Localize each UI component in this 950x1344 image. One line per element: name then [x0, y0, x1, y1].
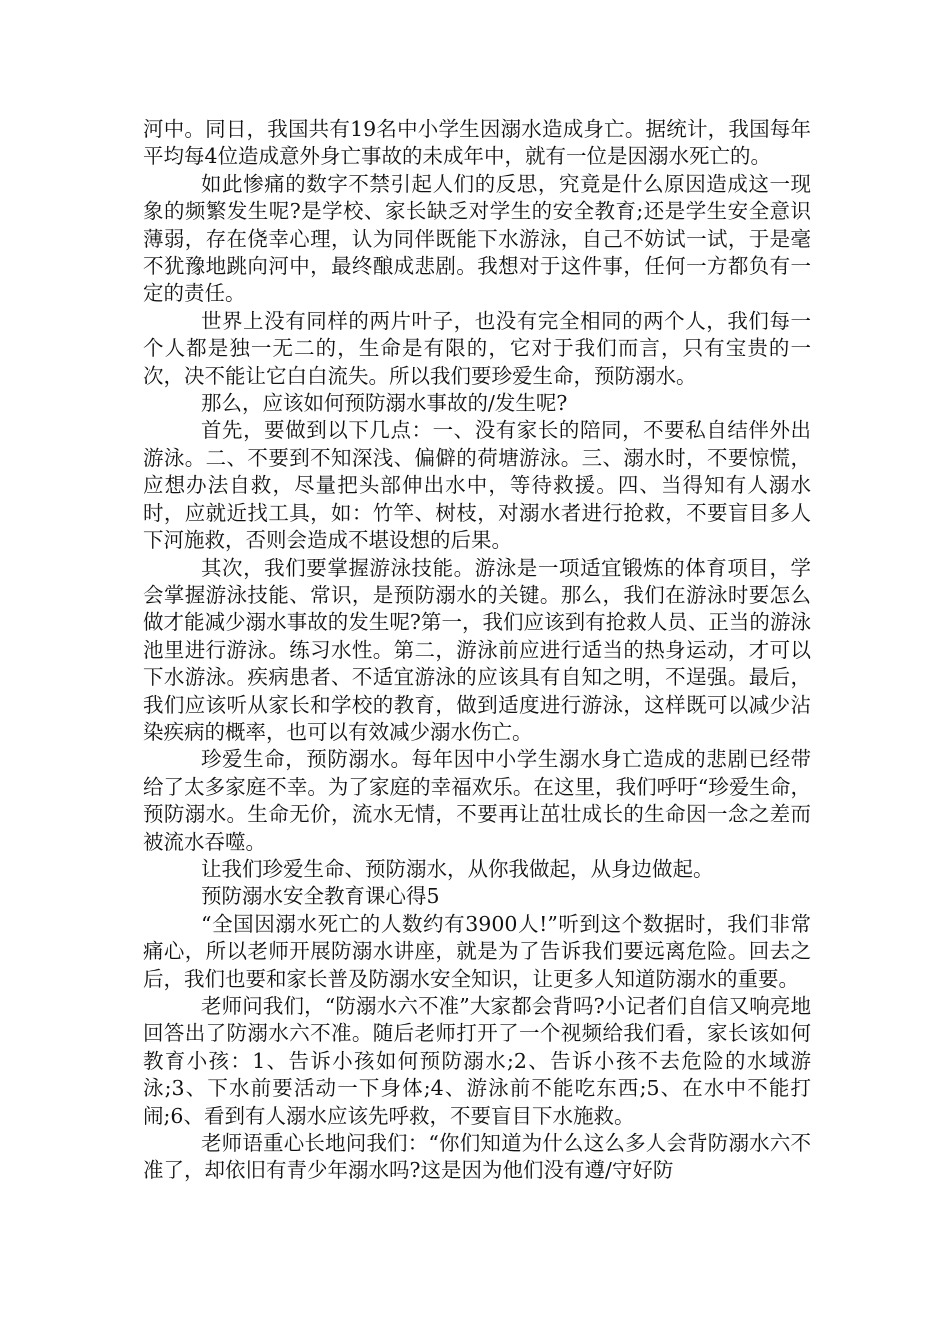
paragraph-5: 首先，要做到以下几点：一、没有家长的陪同，不要私自结伴外出游泳。二、不要到不知深浅、偏僻的荷塘游泳。三、溺水时，不要惊慌，应想办法自救，尽量把头部伸出水中，等待救援。四、当得知有人溺水时，应就近找工具，如：竹竿、树枝，对溺水者进行抢救，不要盲目多人下河施救，否则会造成不堪设想的后果。	[143, 418, 811, 553]
paragraph-1: 河中。同日，我国共有19名中小学生因溺水造成身亡。据统计，我国每年平均每4位造成意外身亡事故的未成年中，就有一位是因溺水死亡的。	[143, 117, 811, 169]
document-body	[143, 116, 811, 1185]
paragraph-8: 让我们珍爱生命、预防溺水，从你我做起，从身边做起。	[201, 856, 714, 881]
paragraph-9: “全国因溺水死亡的人数约有3900人!”听到这个数据时，我们非常痛心，所以老师开展防溺水讲座，就是为了告诉我们要远离危险。回去之后，我们也要和家长普及防溺水安全知识，让更多人知道防溺水的重要。	[143, 911, 811, 991]
paragraph-2: 如此惨痛的数字不禁引起人们的反思，究竟是什么原因造成这一现象的频繁发生呢?是学校、家长缺乏对学生的安全教育;还是学生安全意识薄弱，存在侥幸心理，认为同伴既能下水游泳，自己不妨试一试，于是毫不犹豫地跳向河中，最终酿成悲剧。我想对于这件事，任何一方都负有一定的责任。	[143, 171, 811, 306]
section-heading: 预防溺水安全教育课心得5	[201, 884, 440, 909]
paragraph-4: 那么，应该如何预防溺水事故的/发生呢?	[201, 391, 568, 416]
paragraph-10: 老师问我们，“防溺水六不准”大家都会背吗?小记者们自信又响亮地回答出了防溺水六不准。随后老师打开了一个视频给我们看，家长该如何教育小孩：1、告诉小孩如何预防溺水;2、告诉小孩不去危险的水域游泳;3、下水前要活动一下身体;4、游泳前不能吃东西;5、在水中不能打闹;6、看到有人溺水应该先呼救，不要盲目下水施救。	[143, 994, 811, 1128]
paragraph-7: 珍爱生命，预防溺水。每年因中小学生溺水身亡造成的悲剧已经带给了太多家庭不幸。为了家庭的幸福欢乐。在这里，我们呼吁“珍爱生命，预防溺水。生命无价，流水无情，不要再让茁壮成长的生命因一念之差而被流水吞噬。	[143, 747, 811, 854]
paragraph-3: 世界上没有同样的两片叶子，也没有完全相同的两个人，我们每一个人都是独一无二的，生命是有限的，它对于我们而言，只有宝贵的一次，决不能让它白白流失。所以我们要珍爱生命，预防溺水。	[143, 308, 811, 388]
paragraph-11: 老师语重心长地问我们：“你们知道为什么这么多人会背防溺水六不准了，却依旧有青少年溺水吗?这是因为他们没有遵/守好防	[143, 1131, 811, 1183]
paragraph-6: 其次，我们要掌握游泳技能。游泳是一项适宜锻炼的体育项目，学会掌握游泳技能、常识，是预防溺水的关键。那么，我们在游泳时要怎么做才能减少溺水事故的发生呢?第一，我们应该到有抢救人员、正当的游泳池里进行游泳。练习水性。第二，游泳前应进行适当的热身运动，才可以下水游泳。疾病患者、不适宜游泳的应该具有自知之明，不逞强。最后，我们应该听从家长和学校的教育，做到适度进行游泳，这样既可以减少沾染疾病的概率，也可以有效减少溺水伤亡。	[143, 555, 811, 744]
